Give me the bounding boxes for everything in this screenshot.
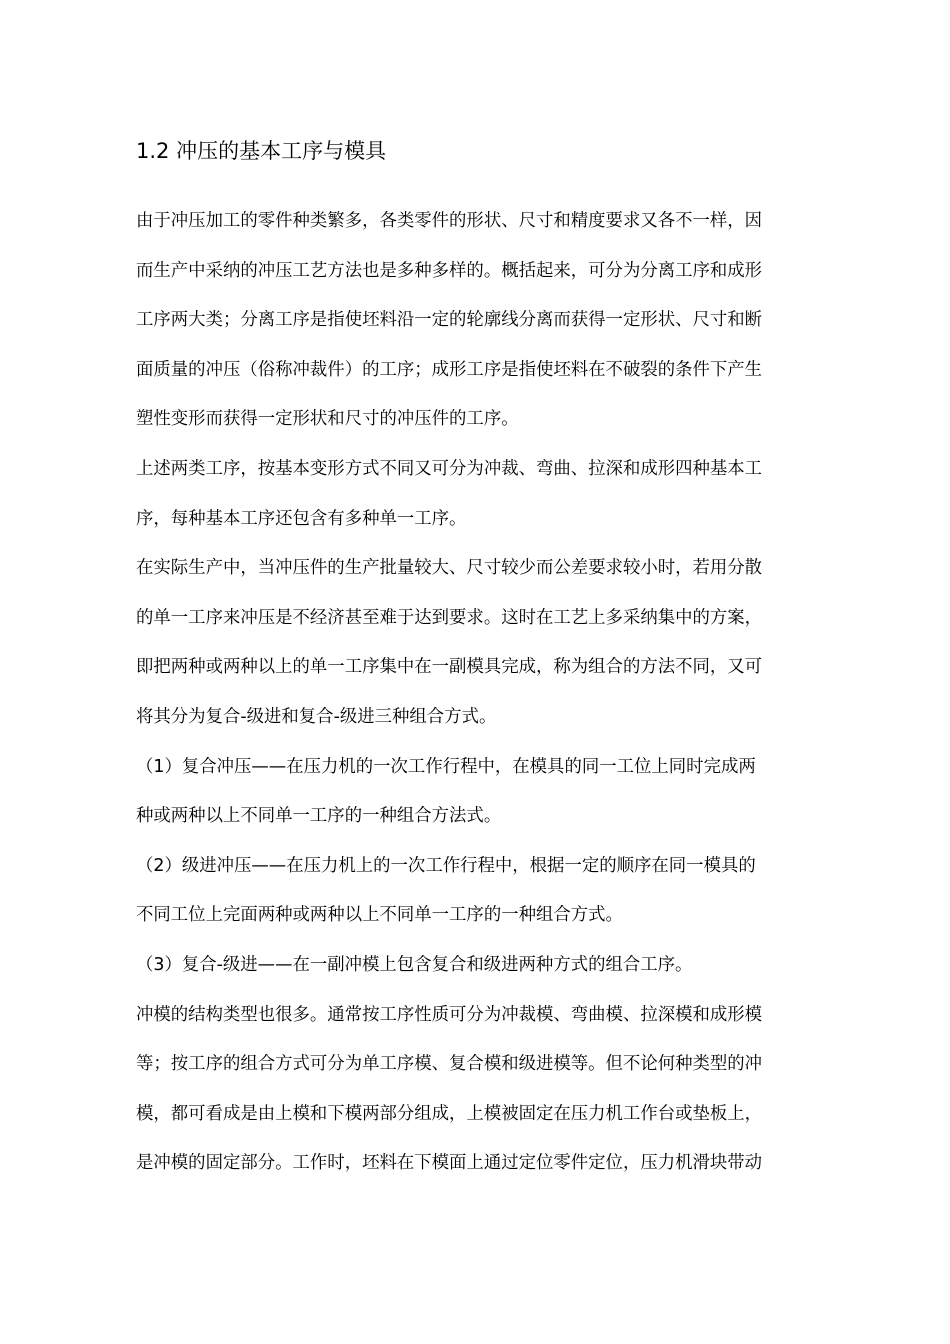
text-line: 是冲模的固定部分。工作时，坯料在下模面上通过定位零件定位，压力机滑块带动 xyxy=(136,1153,763,1174)
text-line: 面质量的冲压（俗称冲裁件）的工序；成形工序是指使坯料在不破裂的条件下产生 xyxy=(136,359,763,380)
text-line: 种或两种以上不同单一工序的一种组合方法式。 xyxy=(136,806,502,827)
text-line: 不同工位上完面两种或两种以上不同单一工序的一种组合方式。 xyxy=(136,905,623,926)
text-line: 即把两种或两种以上的单一工序集中在一副模具完成，称为组合的方法不同，又可 xyxy=(136,657,763,678)
text-line: （1）复合冲压——在压力机的一次工作行程中，在模具的同一工位上同时完成两 xyxy=(136,756,756,777)
text-line: 模，都可看成是由上模和下模两部分组成，上模被固定在压力机工作台或垫板上， xyxy=(136,1103,763,1124)
text-line: 序，每种基本工序还包含有多种单一工序。 xyxy=(136,508,467,529)
body-text xyxy=(136,197,836,1189)
text-line: 上述两类工序，按基本变形方式不同又可分为冲裁、弯曲、拉深和成形四种基本工 xyxy=(136,458,763,479)
text-line: 在实际生产中，当冲压件的生产批量较大、尺寸较少而公差要求较小时，若用分散 xyxy=(136,558,763,579)
text-line: （2）级进冲压——在压力机上的一次工作行程中，根据一定的顺序在同一模具的 xyxy=(136,855,756,876)
text-line: 由于冲压加工的零件种类繁多，各类零件的形状、尺寸和精度要求又各不一样，因 xyxy=(136,211,763,231)
section-title: 1.2 冲压的基本工序与模具 xyxy=(136,139,387,163)
text-line: 冲模的结构类型也很多。通常按工序性质可分为冲裁模、弯曲模、拉深模和成形模 xyxy=(136,1004,763,1025)
text-line: （3）复合-级进——在一副冲模上包含复合和级进两种方式的组合工序。 xyxy=(136,954,693,975)
text-line: 等；按工序的组合方式可分为单工序模、复合模和级进模等。但不论何种类型的冲 xyxy=(136,1054,763,1075)
text-line: 将其分为复合-级进和复合-级进三种组合方式。 xyxy=(136,706,497,727)
text-line: 而生产中采纳的冲压工艺方法也是多种多样的。概括起来，可分为分离工序和成形 xyxy=(136,260,763,281)
text-line: 的单一工序来冲压是不经济甚至难于达到要求。这时在工艺上多采纳集中的方案， xyxy=(136,607,763,628)
text-line: 塑性变形而获得一定形状和尺寸的冲压件的工序。 xyxy=(136,409,519,430)
text-line: 工序两大类；分离工序是指使坯料沿一定的轮廓线分离而获得一定形状、尺寸和断 xyxy=(136,310,763,331)
